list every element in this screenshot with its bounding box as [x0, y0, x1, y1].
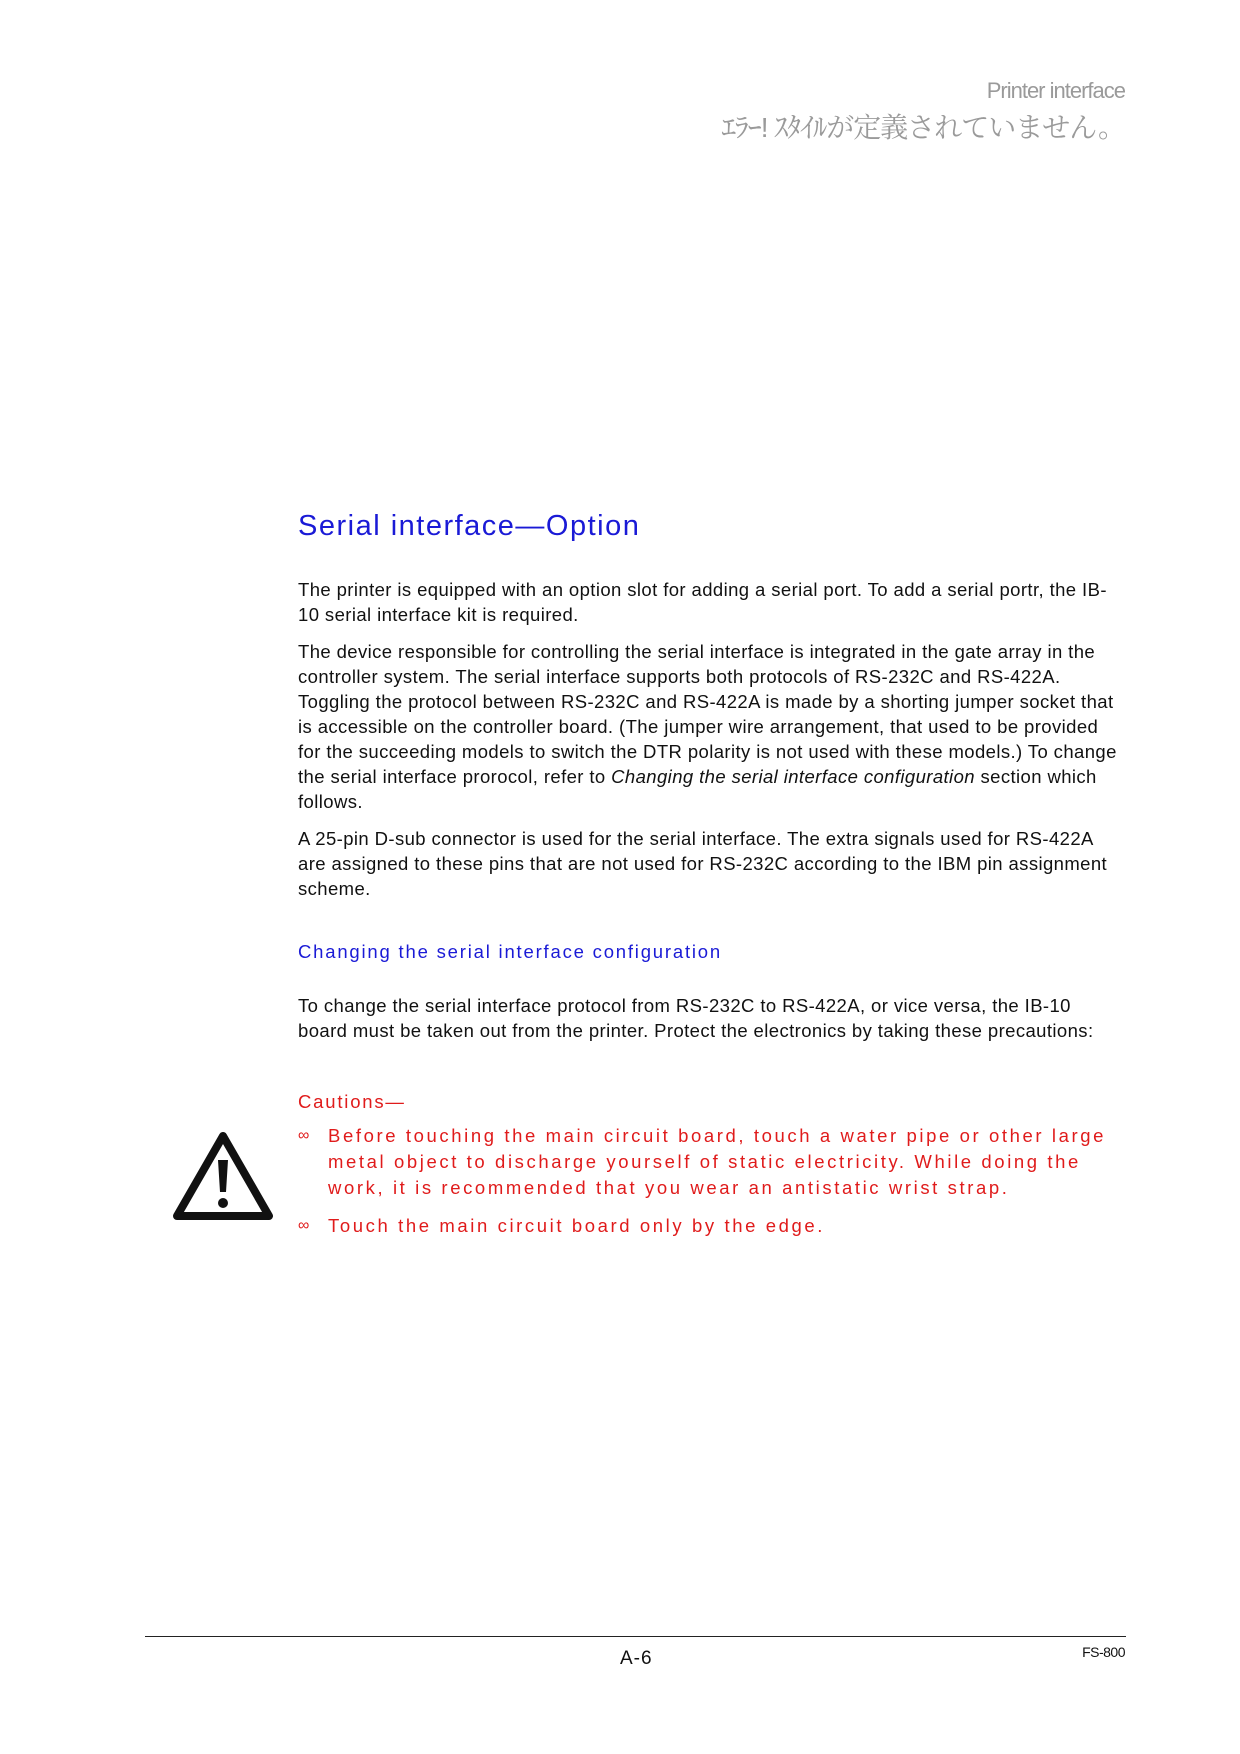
- warning-triangle-icon: [171, 1130, 275, 1222]
- section-title: Serial interface—Option: [298, 510, 641, 542]
- controller-paragraph-text: The device responsible for controlling the serial interface is integrated in the gate array in the controller system. The serial interface supports both protocols of RS-232C and RS-422A. Toggling the protocol between RS-232C and RS-422A is made by a shorting jumper socket that is accessible on the controller board. (The jumper wire arrangement, that used to be provided for the succeeding models to switch the DTR polarity is not used with these models.) To change the serial interface prorocol, refer to: [298, 641, 1117, 787]
- cautions-title: Cautions—: [298, 1091, 406, 1112]
- footer-rule: [145, 1636, 1126, 1637]
- controller-paragraph-end: section which follows.: [298, 766, 1097, 812]
- subsection-paragraph: To change the serial interface protocol from RS-232C to RS-422A, or vice versa, the IB-10 board must be taken out from the printer. Protect the electronics by taking these precautions:: [298, 995, 1094, 1041]
- model-name: FS-800: [1082, 1644, 1125, 1660]
- connector-paragraph: A 25-pin D-sub connector is used for the serial interface. The extra signals used for RS-422A are assigned to these pins that are not used for RS-232C according to the IBM pin assignment scheme.: [298, 828, 1108, 899]
- cross-reference: Changing the serial interface configuration: [611, 766, 975, 787]
- main-content: [298, 510, 1123, 1251]
- header-style-error-text: ｴﾗｰ! ｽﾀｲﾙが定義されていません。: [721, 112, 1125, 143]
- caution-text: Touch the main circuit board only by the edge.: [328, 1215, 826, 1236]
- page-number: A-6: [620, 1648, 653, 1669]
- caution-bullet: ∞: [298, 1217, 310, 1234]
- intro-paragraph: The printer is equipped with an option slot for adding a serial port. To add a serial portr, the IB-10 serial interface kit is required.: [298, 579, 1107, 625]
- caution-item: [298, 1123, 1123, 1201]
- cautions-list: [298, 1123, 1123, 1239]
- caution-item: [298, 1213, 1123, 1239]
- header-section-title: Printer interface: [986, 78, 1125, 103]
- caution-text: Before touching the main circuit board, touch a water pipe or other large metal object to discharge yourself of static electricity. While doing the work, it is recommended that you wear an antistatic wrist strap.: [328, 1125, 1107, 1198]
- caution-bullet: ∞: [298, 1127, 310, 1144]
- subsection-title: Changing the serial interface configuration: [298, 941, 722, 962]
- controller-paragraph: [298, 639, 1123, 814]
